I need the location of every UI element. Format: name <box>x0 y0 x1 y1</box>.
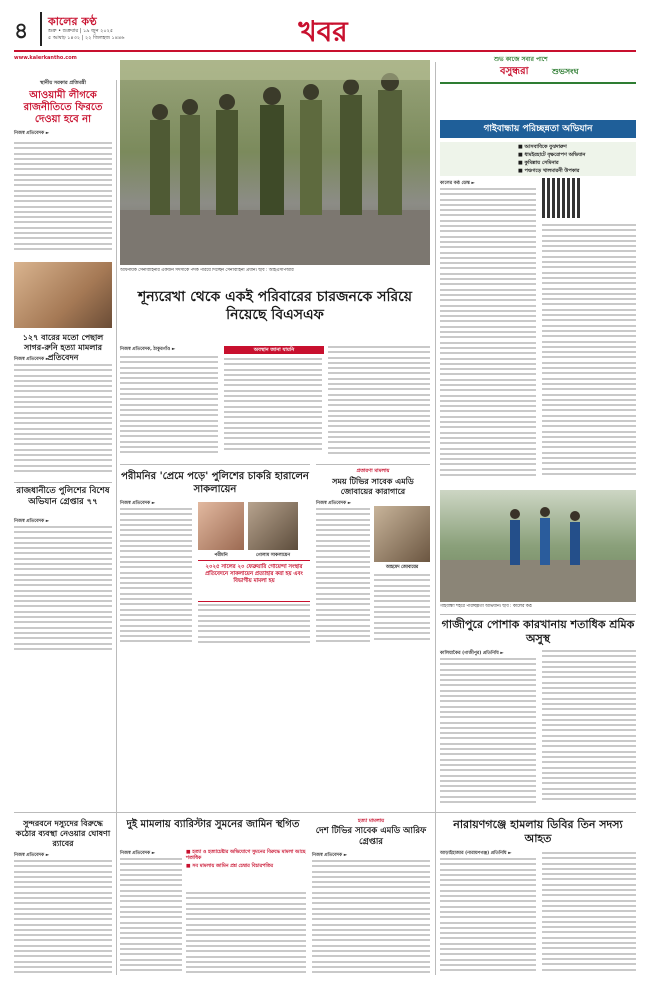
gaibandha-body-right <box>542 224 636 488</box>
sumon-byline: নিজস্ব প্রতিবেদক ► <box>120 851 156 856</box>
bsf-sub-kicker-text: অবস্থান জানা যায়নি <box>253 347 295 353</box>
cleanup-illustration <box>440 490 636 602</box>
gazipur-body-col1 <box>440 658 536 808</box>
sundarban-headline: সুন্দরবনে দস্যুদের বিরুদ্ধে কঠোর ব্যবস্থা নেওয়ার ঘোষণা র‍্যাবের <box>15 818 111 848</box>
awami-body <box>14 142 112 256</box>
gaibandha-bullet-2: ■ ধামইরহাটে বৃক্ষরোপণ অভিযান <box>518 152 586 158</box>
gaibandha-bullet-1: ■ আসবাবিকে বুঝদারুণ <box>518 144 567 150</box>
sponsor-box <box>440 62 636 84</box>
porimoni-label: পরীমনি <box>214 553 228 558</box>
qr-code <box>542 178 582 218</box>
rajdhani-byline: নিজস্ব প্রতিবেদক ► <box>14 519 50 524</box>
gazipur-headline: গাজীপুরে পোশাক কারখানায় শতাধিক শ্রমিক অসুস্থ <box>441 618 635 645</box>
saklayen-photo <box>248 502 298 550</box>
tipu-byline: নিজস্ব প্রতিবেদক ► <box>316 501 352 506</box>
porimoni-photo <box>198 502 244 550</box>
bsf-body-col2 <box>224 358 322 460</box>
sundarban-byline: নিজস্ব প্রতিবেদক ► <box>14 853 50 858</box>
gaibandha-byline: কালের কণ্ঠ ডেস্ক ► <box>440 181 475 186</box>
bsf-body-col1 <box>120 356 218 460</box>
sumon-headline: দুই মামলায় ব্যারিস্টার সুমনের জামিন স্থগিত <box>126 819 300 830</box>
rajdhani-headline: রাজধানীতে পুলিশের বিশেষ অভিযান গ্রেপ্তার ৭৭ <box>16 486 110 507</box>
gaibandha-bullet-4: ■ পঞ্চগড়ে খালমারনী উপকার <box>518 168 580 174</box>
narayanganj-body-col1 <box>440 858 536 978</box>
tipu-body-left <box>316 508 370 648</box>
sumon-bullet-2: ■ সব মামলায় জামিন প্রশ্ন চেম্বার বিচারপতির <box>186 864 273 869</box>
tipu-headline: সময় টিভির সাবেক এমডি জোবায়ের কারাগারে <box>332 476 414 496</box>
jobayer-photo <box>374 506 430 562</box>
section-title: খবর <box>298 15 348 48</box>
arif-kicker: হত্যা মামলায় <box>357 818 385 824</box>
police-callout <box>198 560 310 602</box>
gazipur-byline: কালিয়াকৈর (গাজীপুর) প্রতিনিধি ► <box>440 651 504 656</box>
bsf-headline-block <box>120 288 430 340</box>
awami-kicker: স্থানীয় সরকার প্রতিমন্ত্রী <box>40 80 86 86</box>
bsf-byline: নিজস্ব প্রতিবেদক, ঠাকুরগাঁও ► <box>120 347 176 352</box>
gaibandha-bullets <box>440 142 636 176</box>
jobayer-label: আহমেদ জোবায়ের <box>385 565 419 570</box>
gaibandha-banner <box>440 120 636 138</box>
narayanganj-byline: আড়াইহাজার (নারায়ণগঞ্জ) প্রতিনিধি ► <box>440 851 512 856</box>
journalist-couple-photo <box>14 262 112 328</box>
awami-story <box>14 80 112 258</box>
awami-headline: আওয়ামী লীগকে রাজনীতিতে ফিরতে দেওয়া হবে না <box>23 90 103 125</box>
murder-byline: নিজস্ব প্রতিবেদক ► <box>14 357 50 362</box>
page-number: ৪ <box>14 18 29 44</box>
police-callout-text: ২০২৫ সালের ২০ ফেব্রুয়ারি গোয়েন্দা সংস্থার প্রতিবেদনে সাকলায়েন প্রত্যাহার করা হয় এবং বিভাগীয় মামলা হয় <box>205 564 303 584</box>
sponsor-name: বসুন্ধরা <box>500 66 529 77</box>
website[interactable]: www.kalerkantho.com <box>14 55 77 61</box>
police-body-col2 <box>198 604 310 648</box>
sumon-bullet-1: ■ হত্যা ও হত্যাচেষ্টার অভিযোগে সুমনের বিরুদ্ধে মামলা আছে শতাধিক <box>186 850 306 861</box>
police-headline: পরীমনির 'প্রেমে পড়ে' পুলিশের চাকরি হারালেন সাকলায়েন <box>121 471 309 495</box>
gaibandha-banner-text: গাইবান্ধায় পরিচ্ছন্নতা অভিযান <box>483 124 593 134</box>
sumon-bullets <box>186 850 306 888</box>
army-ceremony-photo <box>120 60 430 265</box>
rajdhani-body <box>14 526 112 656</box>
tipu-kicker: প্রতারণা মামলায় <box>356 468 390 474</box>
gaibandha-caption: গাইবান্ধা শহরে পরিচ্ছন্নতা অভিযান। ছবি : কালের কণ্ঠ <box>440 604 532 609</box>
murder-headline: ১২৭ বারের মতো পেছাল সাগর-রুনি হত্যা মামলার প্রতিবেদন <box>22 332 104 362</box>
police-byline: নিজস্ব প্রতিবেদক ► <box>120 501 156 506</box>
tipu-body-right <box>374 574 430 648</box>
gazipur-body-col2 <box>542 650 636 808</box>
newspaper-name: কালের কণ্ঠ <box>48 15 97 28</box>
bsf-body-col3 <box>328 346 430 460</box>
sumon-body-col1 <box>120 858 182 978</box>
sponsor-tag: শুভ কাজে সবার পাশে <box>494 56 548 63</box>
sumon-body-col2 <box>186 892 306 978</box>
bsf-sub-kicker <box>224 346 324 354</box>
narayanganj-headline: নারায়ণগঞ্জে হামলায় ডিবির তিন সদস্য আহত <box>453 818 623 845</box>
arif-headline: দেশ টিভির সাবেক এমডি আরিফ গ্রেপ্তার <box>315 826 427 847</box>
photo-caption: অধিনায়ক সেনাবাহিনীর একজন সদস্যকে পদক পরিয়ে দিচ্ছেন সেনাবাহিনী প্রধান। ছবি : আইএসপিআর <box>120 268 294 273</box>
ceremony-illustration <box>120 60 430 265</box>
narayanganj-body-col2 <box>542 852 636 978</box>
sponsor-sub: শুভসংঘ <box>552 67 579 76</box>
arif-body <box>312 860 430 978</box>
date-line-2: ৫ আষাঢ় ১৪৩২ | ২২ জিলহজ ১৪৪৬ <box>48 35 125 41</box>
gaibandha-bullet-3: ■ কুমিল্লায় সেমিনার <box>518 160 559 166</box>
awami-byline: নিজস্ব প্রতিবেদক ► <box>14 131 50 136</box>
arif-byline: নিজস্ব প্রতিবেদক ► <box>312 853 348 858</box>
sundarban-body <box>14 860 112 978</box>
bsf-headline: শূন্যরেখা থেকে একই পরিবারের চারজনকে সরিয়ে নিয়েছে বিএসএফ <box>137 289 413 323</box>
gaibandha-body-left <box>440 188 536 488</box>
gaibandha-photo <box>440 490 636 602</box>
police-body-col1 <box>120 508 192 648</box>
saklayen-label: গোলাম সাকলায়েন <box>255 553 291 558</box>
date-line-1: শুক্র • শুক্রবার | ১৯ জুন ২০২৫ <box>48 28 114 34</box>
murder-body <box>14 364 112 478</box>
